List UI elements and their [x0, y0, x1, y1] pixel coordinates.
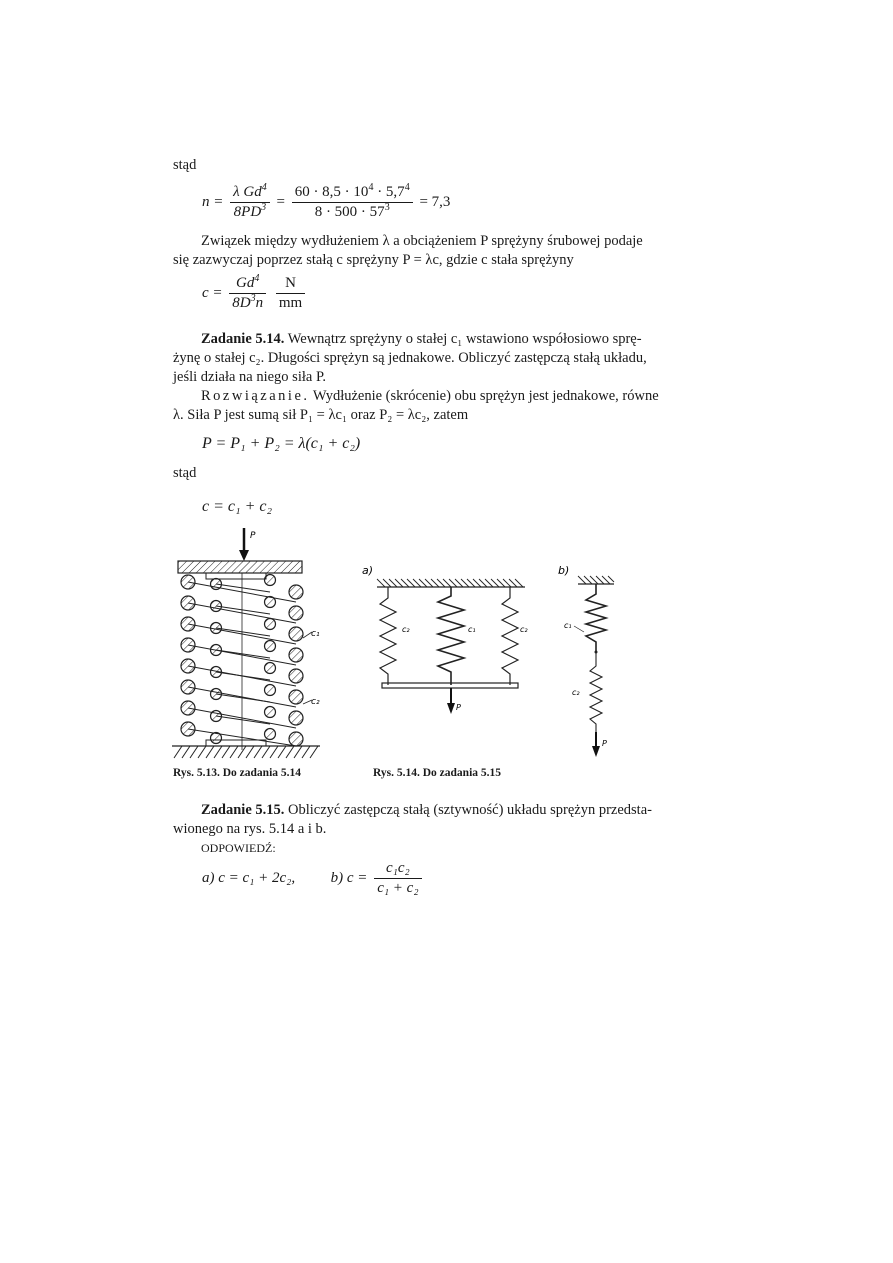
label-a-c1: c₁	[468, 625, 476, 634]
solution-label: Rozwiązanie.	[201, 388, 310, 404]
fraction-n-1-denominator: 8PD	[233, 204, 262, 220]
task-5-15-text: Obliczyć zastępczą stałą (sztywność) układu sprężyn przedsta-	[284, 802, 652, 818]
answer-b-numerator: c₁c₂	[374, 860, 421, 879]
label-b-c1: c₁	[564, 621, 572, 630]
equation-n-result: = 7,3	[419, 193, 451, 210]
solution-line-1	[201, 387, 659, 406]
exponent: 4	[368, 182, 374, 193]
label-a-c2-right: c₂	[520, 625, 528, 634]
label-b: b)	[558, 564, 570, 577]
equation-c	[202, 275, 308, 312]
label-a-c2-left: c₂	[402, 625, 410, 634]
fraction-n-2	[292, 184, 413, 221]
equation-p: P = P₁ + P₂ = λ(c₁ + c₂)	[202, 435, 361, 452]
exponent: 4	[261, 182, 267, 193]
answer-a: a) c = c₁ + 2c₂,	[202, 869, 296, 886]
force-arrow-head	[239, 550, 249, 561]
outer-spring-right	[289, 585, 303, 746]
exponent: 4	[404, 182, 410, 193]
exponent: 4	[254, 273, 260, 284]
answer-b-fraction	[374, 860, 421, 897]
inner-spring-left	[211, 579, 222, 744]
unit-denominator: mm	[278, 295, 303, 311]
fraction-n-1	[230, 184, 270, 221]
task-5-14-line-3: jeśli działa na niego siła P.	[173, 369, 327, 385]
fraction-n-1-numerator: λ Gd	[233, 184, 262, 200]
task-5-14-text: Wewnątrz sprężyny o stałej c₁ wstawiono współosiowo sprę-	[284, 331, 642, 347]
text-stad-2: stąd	[173, 465, 197, 481]
spring-lower-c2	[590, 652, 602, 732]
answer-b-denominator: c₁ + c₂	[377, 880, 419, 896]
fraction-n-2-numerator-tail: · 5,7	[373, 184, 405, 200]
top-plate	[178, 561, 302, 573]
force-label-a: P	[456, 703, 461, 712]
label-c1: c₁	[311, 629, 320, 639]
text-stad: stąd	[173, 157, 197, 173]
paragraph-relation-line-1: Związek między wydłużeniem λ a obciążeniem P sprężyny śrubowej podaje	[201, 233, 643, 249]
fraction-unit	[276, 275, 305, 312]
equals-sign: =	[276, 193, 285, 210]
spring-right-c2	[502, 587, 518, 685]
label-c2: c₂	[311, 697, 320, 707]
force-arrow-b-head	[592, 746, 600, 757]
task-5-15-line-1	[201, 801, 652, 820]
figure-5-14-b	[556, 560, 626, 760]
rigid-bar-a	[382, 683, 518, 688]
task-5-14-line-2: żynę o stałej c₂. Długości sprężyn są jednakowe. Obliczyć zastępczą stałą układu,	[173, 350, 647, 366]
unit-numerator: N	[276, 275, 305, 294]
task-5-15-label: Zadanie 5.15.	[201, 802, 285, 818]
answer-b: b) c =	[330, 869, 368, 886]
exponent: 3	[384, 202, 390, 213]
ceiling-hatch-a	[377, 579, 523, 587]
outer-spring-left	[181, 575, 195, 736]
force-label-b: P	[602, 739, 607, 748]
equation-c-sum: c = c₁ + c₂	[202, 498, 273, 515]
answer-row	[202, 860, 425, 897]
fraction-c-denominator-tail: n	[255, 295, 264, 311]
figure-5-14-caption: Rys. 5.14. Do zadania 5.15	[373, 767, 502, 779]
exponent: 3	[261, 202, 267, 213]
label-b-c2: c₂	[572, 688, 580, 697]
fraction-c	[229, 275, 266, 312]
equation-n	[202, 184, 450, 221]
figure-5-14-a	[360, 560, 530, 720]
fraction-c-numerator: Gd	[236, 275, 255, 291]
solution-text: Wydłużenie (skrócenie) obu sprężyn jest jednakowe, równe	[309, 388, 659, 404]
equation-n-lhs: n =	[202, 193, 224, 210]
ground-hatch	[174, 746, 318, 758]
spring-upper-c1	[586, 584, 606, 652]
ceiling-hatch-b	[578, 576, 614, 584]
label-a: a)	[362, 564, 374, 577]
solution-line-2: λ. Siła P jest sumą sił P₁ = λc₁ oraz P₂ = λc₂, zatem	[173, 407, 469, 423]
task-5-14-line-1	[201, 330, 642, 349]
spring-middle-c1	[438, 587, 464, 685]
spring-left-c2	[380, 587, 396, 685]
exponent: 3	[250, 293, 256, 304]
equation-c-lhs: c =	[202, 284, 223, 301]
fraction-c-denominator: 8D	[232, 295, 251, 311]
answer-label: ODPOWIEDŹ:	[201, 841, 276, 855]
figure-5-13	[170, 528, 322, 760]
paragraph-relation-line-2: się zazwyczaj poprzez stałą c sprężyny P = λc, gdzie c stała sprężyny	[173, 252, 574, 268]
force-label-p: P	[250, 531, 256, 541]
task-5-14-label: Zadanie 5.14.	[201, 331, 285, 347]
task-5-15-line-2: wionego na rys. 5.14 a i b.	[173, 821, 327, 837]
force-arrow-a-head	[447, 703, 455, 714]
fraction-n-2-denominator: 8 · 500 · 57	[314, 204, 385, 220]
figure-5-13-caption: Rys. 5.13. Do zadania 5.14	[173, 767, 302, 779]
fraction-n-2-numerator: 60 · 8,5 · 10	[294, 184, 369, 200]
